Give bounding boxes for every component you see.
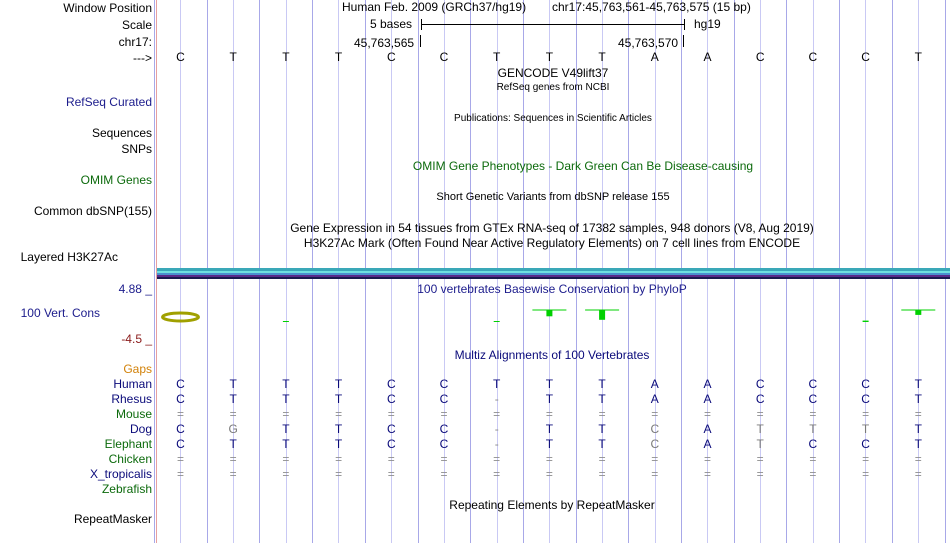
common-dbsnp-label[interactable]: Common dbSNP(155) xyxy=(33,204,152,218)
phylop-bar xyxy=(915,310,921,315)
gaps-label[interactable]: Gaps xyxy=(123,362,152,376)
reference-base: C xyxy=(808,50,818,64)
alignment-base: T xyxy=(282,377,290,391)
alignment-base: = xyxy=(545,407,553,421)
alignment-base: A xyxy=(703,437,712,451)
position-readout: chr17:45,763,561-45,763,575 (15 bp) xyxy=(552,0,751,14)
coord-left: 45,763,565 xyxy=(354,36,415,50)
alignment-base: T xyxy=(493,377,501,391)
sequences-label[interactable]: Sequences xyxy=(91,126,152,140)
alignment-base: = xyxy=(914,407,922,421)
reference-base: C xyxy=(386,50,396,64)
alignment-base: T xyxy=(545,392,554,406)
vert-cons-label[interactable]: 100 Vert. Cons xyxy=(20,306,100,320)
layered-h3k27ac-label[interactable]: Layered H3K27Ac xyxy=(20,250,118,264)
alignment-base: C xyxy=(755,392,765,406)
alignment-base: = xyxy=(703,467,711,481)
phylop-plot xyxy=(157,300,950,330)
alignment-base: T xyxy=(334,392,343,406)
phylop-min-label: -4.5 _ xyxy=(121,332,152,346)
grid-line xyxy=(154,0,155,543)
alignment-base: = xyxy=(651,452,659,466)
phylop-bar xyxy=(599,310,605,320)
alignment-base: T xyxy=(756,422,764,436)
alignment-base: = xyxy=(176,452,184,466)
alignment-base: T xyxy=(282,422,290,436)
reference-base: C xyxy=(176,50,185,64)
alignment-base: T xyxy=(282,392,290,406)
alignment-base: C xyxy=(176,422,185,436)
window-position-label: Window Position xyxy=(63,1,152,15)
phylop-bar xyxy=(283,321,289,322)
alignment-base: C xyxy=(861,392,870,406)
alignment-base: = xyxy=(914,467,922,481)
alignment-base: T xyxy=(229,437,237,451)
reference-base: T xyxy=(598,50,606,64)
scale-bar-tick-right xyxy=(684,19,685,30)
alignment-base: = xyxy=(335,407,343,421)
alignment-base: T xyxy=(545,437,554,451)
species-label-elephant[interactable]: Elephant xyxy=(104,437,152,451)
track-label-sidebar xyxy=(0,0,157,543)
coord-tick-right xyxy=(683,35,684,47)
reference-base: T xyxy=(282,50,290,64)
chrom-label: chr17: xyxy=(118,35,152,49)
scale-text: 5 bases xyxy=(370,17,413,31)
alignment-base: = xyxy=(756,467,764,481)
alignment-base: A xyxy=(703,377,712,391)
coord-tick-left xyxy=(420,35,421,47)
alignment-base: = xyxy=(545,467,553,481)
alignment-base: T xyxy=(334,422,343,436)
repeatmasker-label[interactable]: RepeatMasker xyxy=(73,512,152,526)
alignment-base: = xyxy=(703,407,711,421)
omim-track-title[interactable]: OMIM Gene Phenotypes - Dark Green Can Be Disease-causing xyxy=(412,159,754,173)
phylop-bar xyxy=(863,321,869,322)
alignment-base: = xyxy=(862,467,870,481)
h3k27ac-band-5 xyxy=(157,277,950,279)
species-label-mouse[interactable]: Mouse xyxy=(115,407,152,421)
species-label-zebrafish[interactable]: Zebrafish xyxy=(101,482,152,496)
alignment-base: C xyxy=(755,377,765,391)
phylop-bar xyxy=(494,321,500,322)
alignment-base: C xyxy=(176,377,185,391)
repeatmasker-track-title[interactable]: Repeating Elements by RepeatMasker xyxy=(449,498,655,512)
alignment-base: C xyxy=(386,422,396,436)
alignment-base: = xyxy=(862,452,870,466)
alignment-base: C xyxy=(176,392,185,406)
multiz-track-title[interactable]: Multiz Alignments of 100 Vertebrates xyxy=(454,348,650,362)
alignment-base: T xyxy=(914,437,922,451)
strand-toggle[interactable]: ---> xyxy=(133,51,152,65)
alignment-base: - xyxy=(494,422,499,436)
alignment-base: T xyxy=(282,437,290,451)
alignment-base: T xyxy=(229,392,237,406)
alignment-base: = xyxy=(914,452,922,466)
alignment-base: A xyxy=(703,422,712,436)
alignment-base: = xyxy=(756,407,764,421)
alignment-base: = xyxy=(176,467,184,481)
alignment-base: = xyxy=(387,452,395,466)
species-label-dog[interactable]: Dog xyxy=(129,422,152,436)
alignment-base: C xyxy=(650,422,660,436)
alignment-base: = xyxy=(282,467,290,481)
reference-base: C xyxy=(439,50,449,64)
reference-base: A xyxy=(703,50,712,64)
reference-base: T xyxy=(493,50,501,64)
reference-base: T xyxy=(545,50,554,64)
snps-label[interactable]: SNPs xyxy=(121,142,152,156)
scale-bar xyxy=(421,24,684,25)
phylop-mark xyxy=(163,313,199,321)
reference-base: A xyxy=(650,50,659,64)
reference-base: T xyxy=(229,50,237,64)
alignment-base: T xyxy=(598,422,606,436)
alignment-base: = xyxy=(809,467,817,481)
alignment-base: = xyxy=(545,452,553,466)
alignment-base: C xyxy=(808,377,818,391)
alignment-base: = xyxy=(651,467,659,481)
coord-right: 45,763,570 xyxy=(618,36,679,50)
alignment-base: = xyxy=(176,407,184,421)
alignment-base: - xyxy=(494,392,499,406)
alignment-base: T xyxy=(809,422,817,436)
alignment-base: = xyxy=(387,467,395,481)
alignment-base: = xyxy=(809,452,817,466)
alignment-base: = xyxy=(440,452,448,466)
alignment-base: = xyxy=(598,407,606,421)
alignment-base: C xyxy=(861,377,870,391)
alignment-base: = xyxy=(229,467,237,481)
omim-genes-label[interactable]: OMIM Genes xyxy=(80,173,152,187)
alignment-base: = xyxy=(651,407,659,421)
db-label: hg19 xyxy=(694,17,721,31)
gencode-track-title[interactable]: GENCODE V49lift37 xyxy=(497,66,609,80)
dbsnp-track-title[interactable]: Short Genetic Variants from dbSNP release 155 xyxy=(436,191,670,203)
alignment-base: A xyxy=(650,377,659,391)
alignment-base: T xyxy=(914,377,922,391)
reference-base: T xyxy=(334,50,343,64)
alignment-base: T xyxy=(861,422,870,436)
species-label-xtropicalis[interactable]: X_tropicalis xyxy=(89,467,152,481)
alignment-base: = xyxy=(229,407,237,421)
alignment-base: = xyxy=(282,452,290,466)
alignment-base: C xyxy=(386,392,396,406)
alignment-base: C xyxy=(439,422,449,436)
species-label-human[interactable]: Human xyxy=(113,377,152,391)
phylop-max-label: 4.88 _ xyxy=(118,282,152,296)
alignment-base: C xyxy=(439,437,449,451)
alignment-base: = xyxy=(335,467,343,481)
alignment-base: C xyxy=(386,377,396,391)
alignment-base: = xyxy=(493,452,501,466)
alignment-base: T xyxy=(914,422,922,436)
alignment-base: = xyxy=(493,467,501,481)
alignment-base: = xyxy=(229,452,237,466)
alignment-base: A xyxy=(703,392,712,406)
alignment-base: = xyxy=(282,407,290,421)
alignment-base: = xyxy=(809,407,817,421)
alignment-base: G xyxy=(228,422,238,436)
alignment-base: T xyxy=(545,422,554,436)
alignment-base: = xyxy=(387,407,395,421)
alignment-base: T xyxy=(229,377,237,391)
alignment-base: T xyxy=(598,437,606,451)
alignment-base: C xyxy=(386,437,396,451)
alignment-base: - xyxy=(494,437,499,451)
alignment-base: A xyxy=(650,392,659,406)
alignment-base: C xyxy=(650,437,660,451)
alignment-base: T xyxy=(334,377,343,391)
alignment-base: = xyxy=(703,452,711,466)
alignment-base: = xyxy=(756,452,764,466)
h3k27ac-track-title[interactable]: H3K27Ac Mark (Often Found Near Active Regulatory Elements) on 7 cell lines from ENCODE xyxy=(303,236,801,250)
publications-track-title[interactable]: Publications: Sequences in Scientific Articles xyxy=(454,113,652,124)
reference-base: C xyxy=(861,50,870,64)
alignment-base: T xyxy=(545,377,554,391)
phylop-track-title[interactable]: 100 vertebrates Basewise Conservation by PhyloP xyxy=(417,282,687,296)
species-label-rhesus[interactable]: Rhesus xyxy=(111,392,152,406)
alignment-base: C xyxy=(808,437,818,451)
alignment-base: = xyxy=(440,407,448,421)
alignment-base: T xyxy=(598,392,606,406)
alignment-base: T xyxy=(334,437,343,451)
phylop-bar xyxy=(546,310,552,316)
alignment-base: C xyxy=(808,392,818,406)
alignment-base: = xyxy=(335,452,343,466)
alignment-base: C xyxy=(861,437,870,451)
assembly-title: Human Feb. 2009 (GRCh37/hg19) xyxy=(342,0,527,14)
track-image[interactable] xyxy=(157,0,950,543)
alignment-base: C xyxy=(439,392,449,406)
scale-bar-tick-left xyxy=(421,19,422,30)
refseq-track-title[interactable]: RefSeq genes from NCBI xyxy=(496,82,610,93)
species-label-chicken[interactable]: Chicken xyxy=(108,452,152,466)
reference-base: T xyxy=(914,50,922,64)
alignment-base: = xyxy=(598,467,606,481)
alignment-base: = xyxy=(440,467,448,481)
alignment-base: = xyxy=(598,452,606,466)
reference-base: C xyxy=(755,50,765,64)
refseq-curated-label[interactable]: RefSeq Curated xyxy=(65,95,152,109)
gtex-track-title[interactable]: Gene Expression in 54 tissues from GTEx RNA-seq of 17382 samples, 948 donors (V8, Aug 2019) xyxy=(290,221,814,235)
alignment-base: T xyxy=(914,392,922,406)
alignment-base: C xyxy=(439,377,449,391)
alignment-base: = xyxy=(862,407,870,421)
scale-label: Scale xyxy=(121,18,152,32)
alignment-base: T xyxy=(756,437,764,451)
alignment-base: T xyxy=(598,377,606,391)
alignment-base: = xyxy=(493,407,501,421)
alignment-base: C xyxy=(176,437,185,451)
